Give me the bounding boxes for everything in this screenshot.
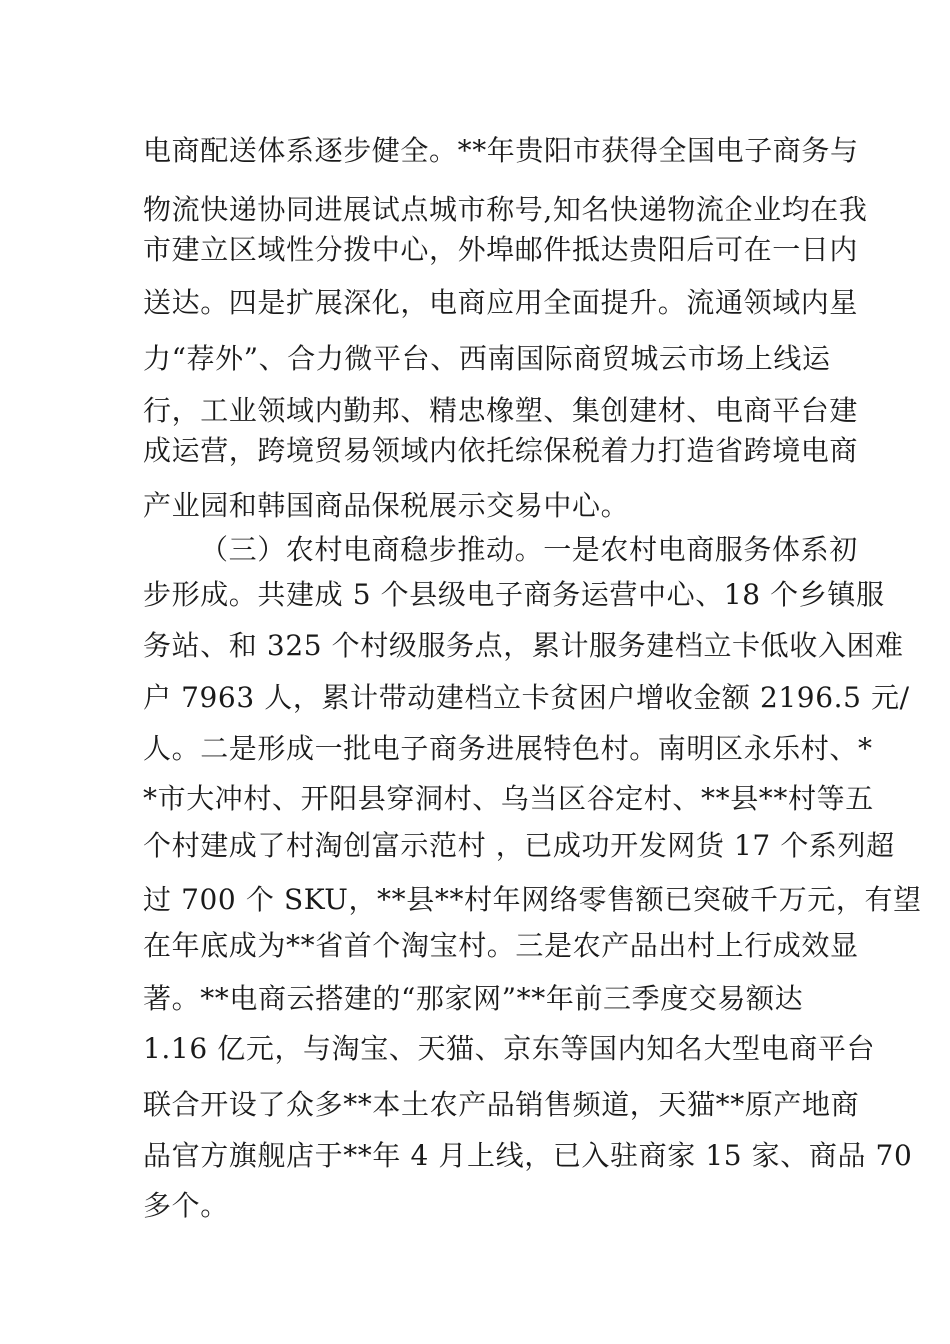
text-line: 1.16 亿元，与淘宝、天猫、京东等国内知名大型电商平台	[143, 1032, 876, 1065]
text-line: *市大冲村、开阳县穿洞村、乌当区谷定村、**县**村等五	[143, 782, 874, 815]
text-line: 产业园和韩国商品保税展示交易中心。	[143, 489, 630, 522]
text-line: 在年底成为**省首个淘宝村。三是农产品出村上行成效显	[143, 929, 859, 962]
text-line: 步形成。共建成 5 个县级电子商务运营中心、18 个乡镇服	[143, 578, 885, 611]
text-line: 行，工业领域内勤邦、精忠橡塑、集创建材、电商平台建	[143, 394, 859, 427]
text-line: 联合开设了众多**本土农产品销售频道，天猫**原产地商	[143, 1088, 860, 1121]
text-line: 电商配送体系逐步健全。**年贵阳市获得全国电子商务与	[143, 134, 859, 167]
text-line: 送达。四是扩展深化，电商应用全面提升。流通领域内星	[143, 286, 859, 319]
text-line: 户 7963 人，累计带动建档立卡贫困户增收金额 2196.5 元/	[143, 681, 910, 714]
section-heading-line: （三）农村电商稳步推动。一是农村电商服务体系初	[200, 533, 858, 566]
text-line: 著。**电商云搭建的“那家网”**年前三季度交易额达	[143, 982, 804, 1015]
text-line: 市建立区域性分拨中心，外埠邮件抵达贵阳后可在一日内	[143, 233, 859, 266]
text-line: 个村建成了村淘创富示范村 ，已成功开发网货 17 个系列超	[143, 829, 895, 862]
text-line: 成运营，跨境贸易领域内依托综保税着力打造省跨境电商	[143, 434, 859, 467]
text-line: 力“荐外”、合力微平台、西南国际商贸城云市场上线运	[143, 342, 831, 375]
text-line: 品官方旗舰店于**年 4 月上线，已入驻商家 15 家、商品 70	[143, 1139, 913, 1172]
text-line: 人。二是形成一批电子商务进展特色村。南明区永乐村、*	[143, 732, 873, 765]
text-line: 物流快递协同进展试点城市称号,知名快递物流企业均在我	[143, 193, 868, 226]
text-line: 过 700 个 SKU，**县**村年网络零售额已突破千万元，有望	[143, 883, 922, 916]
text-line: 务站、和 325 个村级服务点，累计服务建档立卡低收入困难	[143, 629, 904, 662]
text-line: 多个。	[143, 1189, 229, 1222]
